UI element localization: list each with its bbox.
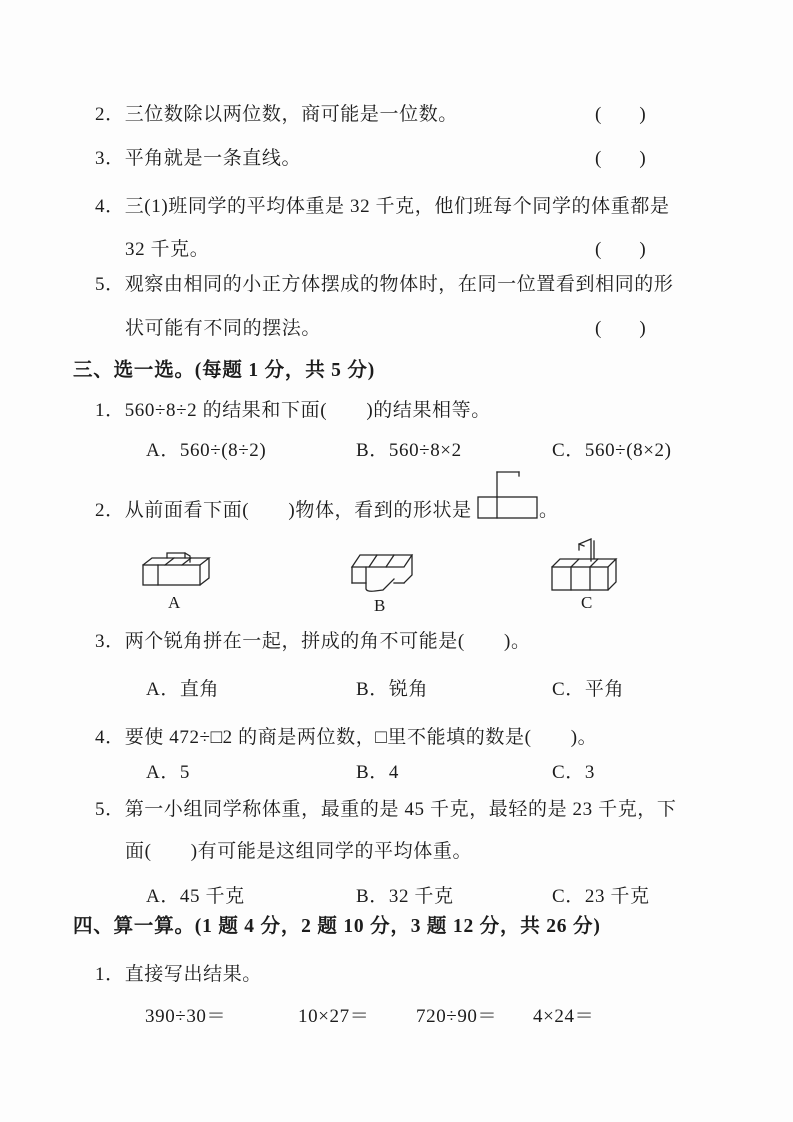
calc-expression-4: 4×24＝ [533,1006,595,1027]
choice-q2-sentence-period: 。 [539,500,559,521]
choice-q5-option-a: A．45 千克 [146,886,245,907]
choice-q2-text: 2．从前面看下面( )物体，看到的形状是 [95,500,472,521]
choice-q4-option-c: C．3 [552,762,595,783]
calc-expression-3: 720÷90＝ [416,1006,498,1027]
choice-q1-text: 1．560÷8÷2 的结果和下面( )的结果相等。 [95,400,491,421]
choice-q3-option-c: C．平角 [552,679,625,700]
cube-figure-c [546,537,621,595]
figure-label-a: A [168,593,181,612]
section-4-header: 四、算一算。(1 题 4 分，2 题 10 分，3 题 12 分，共 26 分) [73,916,601,937]
judge-item-5-text-line2: 状可能有不同的摆法。 [125,318,322,339]
judge-item-2-text: 2．三位数除以两位数，商可能是一位数。 [95,104,458,125]
calc-q1-text: 1．直接写出结果。 [95,964,262,985]
choice-q5-text-line1: 5．第一小组同学称体重，最重的是 45 千克，最轻的是 23 千克，下 [95,799,677,820]
choice-q1-option-c: C．560÷(8×2) [552,440,672,461]
judge-item-4-text-line1: 4．三(1)班同学的平均体重是 32 千克，他们班每个同学的体重都是 [95,196,670,217]
judge-item-5-answer-bracket: ( ) [595,318,646,339]
choice-q4-option-b: B．4 [356,762,399,783]
front-view-shape-figure [476,466,542,522]
choice-q5-text-line2: 面( )有可能是这组同学的平均体重。 [125,841,473,862]
choice-q1-option-b: B．560÷8×2 [356,440,462,461]
judge-item-3-text: 3．平角就是一条直线。 [95,148,302,169]
section-3-header: 三、选一选。(每题 1 分，共 5 分) [73,360,375,381]
choice-q4-text: 4．要使 472÷□2 的商是两位数，□里不能填的数是( )。 [95,727,598,748]
judge-item-3-answer-bracket: ( ) [595,148,646,169]
choice-q5-option-b: B．32 千克 [356,886,454,907]
choice-q3-text: 3．两个锐角拼在一起，拼成的角不可能是( )。 [95,631,531,652]
judge-item-2-answer-bracket: ( ) [595,104,646,125]
judge-item-5-text-line1: 5．观察由相同的小正方体摆成的物体时，在同一位置看到相同的形 [95,274,674,295]
cube-figure-a [141,551,216,595]
calc-expression-1: 390÷30＝ [145,1006,227,1027]
choice-q3-option-a: A．直角 [146,679,220,700]
figure-label-b: B [374,596,386,615]
judge-item-4-text-line2: 32 千克。 [125,239,210,260]
choice-q3-option-b: B．锐角 [356,679,429,700]
choice-q5-option-c: C．23 千克 [552,886,650,907]
choice-q1-option-a: A．560÷(8÷2) [146,440,267,461]
cube-figure-b [348,549,420,597]
calc-expression-2: 10×27＝ [298,1006,370,1027]
judge-item-4-answer-bracket: ( ) [595,239,646,260]
figure-label-c: C [581,593,593,612]
choice-q4-option-a: A．5 [146,762,191,783]
